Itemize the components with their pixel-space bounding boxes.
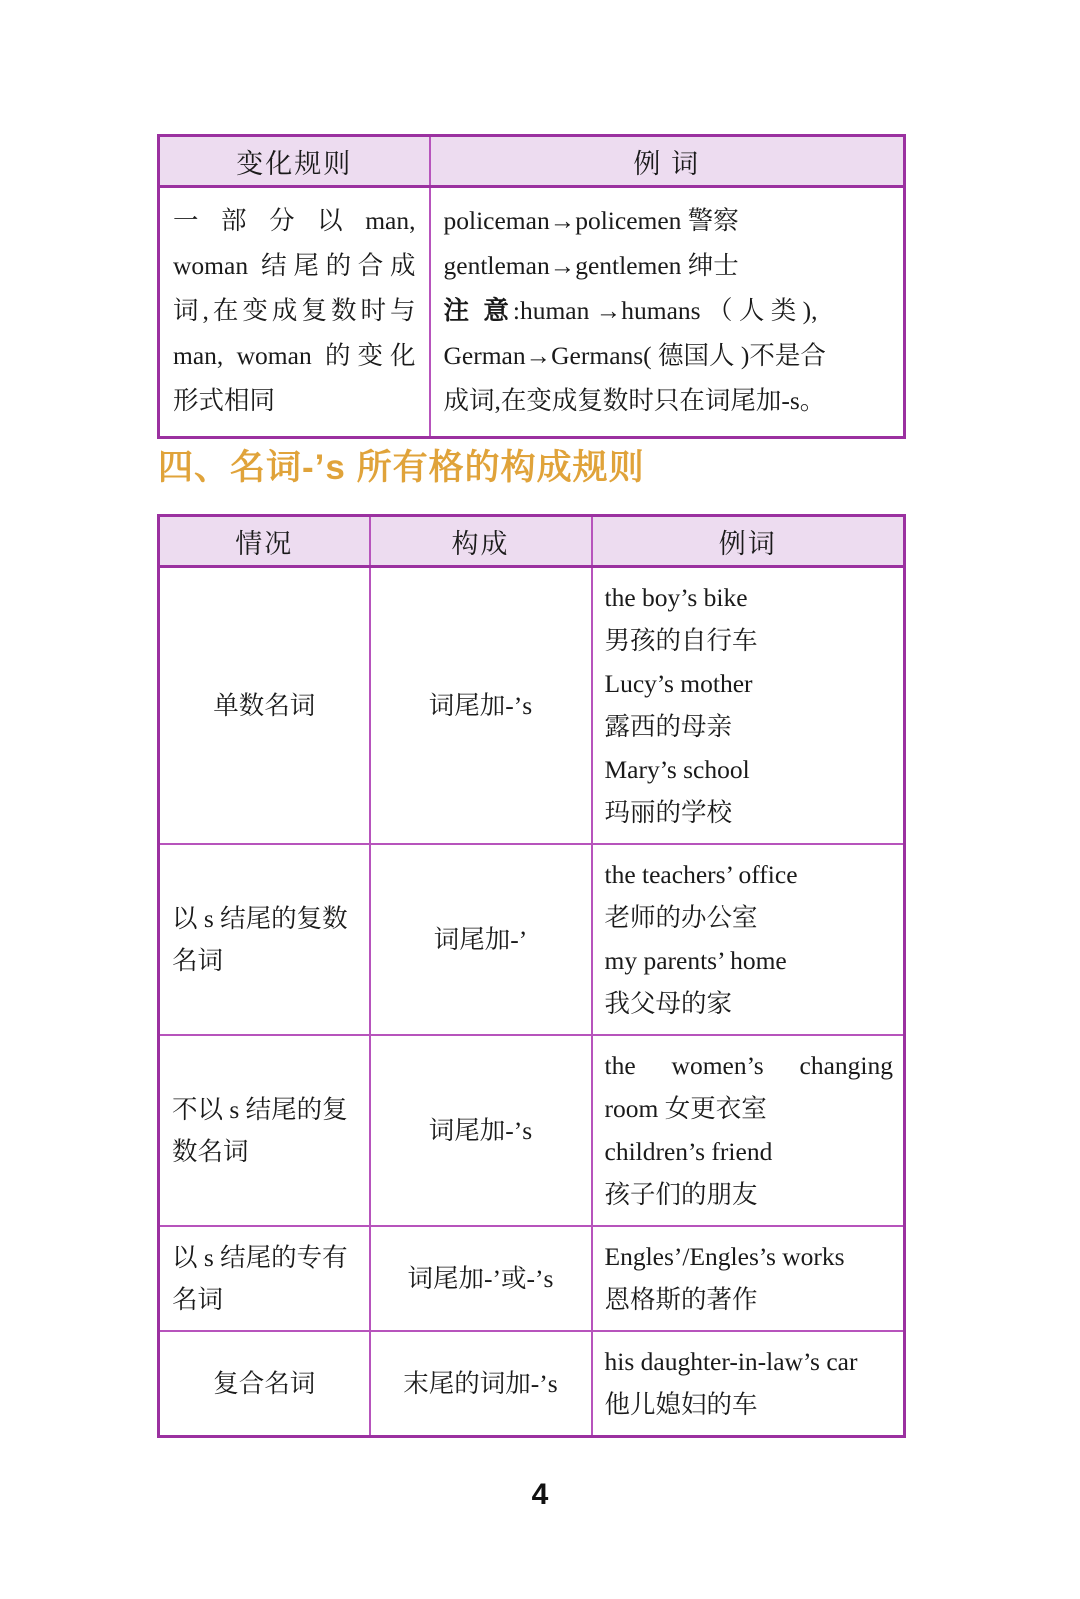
examples-cell — [592, 1226, 905, 1331]
rule-line: man, woman 的变化 — [173, 341, 416, 370]
example-line: children’s friend — [604, 1137, 773, 1166]
example-line: 孩子们的朋友 — [604, 1180, 758, 1209]
column-header-examples: 例 词 — [430, 136, 905, 187]
column-header-examples: 例词 — [592, 516, 905, 567]
form-cell: 词尾加-’ — [370, 844, 592, 1035]
column-header-rule: 变化规则 — [159, 136, 430, 187]
form-cell: 词尾加-’s — [370, 1035, 592, 1226]
column-header-case: 情况 — [159, 516, 370, 567]
example-line: 我父母的家 — [604, 989, 733, 1018]
table-row — [159, 187, 905, 438]
example-line: 露西的母亲 — [604, 712, 733, 741]
case-cell: 以 s 结尾的专有名词 — [159, 1226, 370, 1331]
note-label: 注 意 — [443, 296, 513, 325]
example-line: 他儿媳妇的车 — [604, 1390, 758, 1419]
form-cell: 末尾的词加-’s — [370, 1331, 592, 1437]
example-line: policeman→policemen 警察 — [443, 206, 739, 235]
page-title: 四、名词-’s 所有格的构成规则 — [158, 448, 645, 487]
table-row — [159, 1226, 905, 1331]
examples-cell — [592, 567, 905, 845]
rule-cell — [159, 187, 430, 438]
examples-cell — [592, 1035, 905, 1226]
example-line: Lucy’s mother — [604, 669, 753, 698]
table-row — [159, 1331, 905, 1437]
case-cell: 不以 s 结尾的复数名词 — [159, 1035, 370, 1226]
table-header-row — [159, 136, 905, 187]
page-number: 4 — [531, 1478, 549, 1511]
example-line: his daughter-in-law’s car — [604, 1347, 858, 1376]
example-line: 男孩的自行车 — [604, 626, 758, 655]
example-line: my parents’ home — [604, 946, 787, 975]
example-line: 恩格斯的著作 — [604, 1285, 758, 1314]
example-line: 老师的办公室 — [604, 903, 758, 932]
note-line: German→Germans( 德国人 )不是合 — [443, 341, 826, 370]
example-line: the boy’s bike — [604, 583, 748, 612]
case-cell: 以 s 结尾的复数名词 — [159, 844, 370, 1035]
example-line: Mary’s school — [604, 755, 750, 784]
form-cell: 词尾加-’s — [370, 567, 592, 845]
column-header-form: 构成 — [370, 516, 592, 567]
note-line — [444, 288, 891, 333]
example-line: Engles’/Engles’s works — [604, 1242, 845, 1271]
case-cell: 复合名词 — [159, 1331, 370, 1437]
rule-line: 形式相同 — [173, 386, 276, 415]
note-line-text: :human →humans （ 人 类 ), — [512, 296, 818, 325]
plural-rules-table — [157, 134, 906, 439]
table-row — [159, 567, 905, 845]
rule-line: woman 结尾的合成 — [173, 251, 416, 280]
examples-cell — [430, 187, 905, 438]
example-line: the women’s changing room 女更衣室 — [604, 1051, 893, 1123]
examples-cell — [592, 844, 905, 1035]
table-row — [159, 844, 905, 1035]
case-cell: 单数名词 — [159, 567, 370, 845]
example-line: gentleman→gentlemen 绅士 — [443, 251, 739, 280]
rule-line: 一 部 分 以 man, — [173, 206, 416, 235]
example-line: 玛丽的学校 — [604, 798, 733, 827]
rule-line: 词,在变成复数时与 — [173, 296, 416, 325]
form-cell: 词尾加-’或-’s — [370, 1226, 592, 1331]
table-row — [159, 1035, 905, 1226]
examples-cell — [592, 1331, 905, 1437]
note-line: 成词,在变成复数时只在词尾加-s。 — [443, 386, 826, 415]
table-header-row — [159, 516, 905, 567]
example-line: the teachers’ office — [604, 860, 798, 889]
possessive-rules-table — [157, 514, 906, 1438]
